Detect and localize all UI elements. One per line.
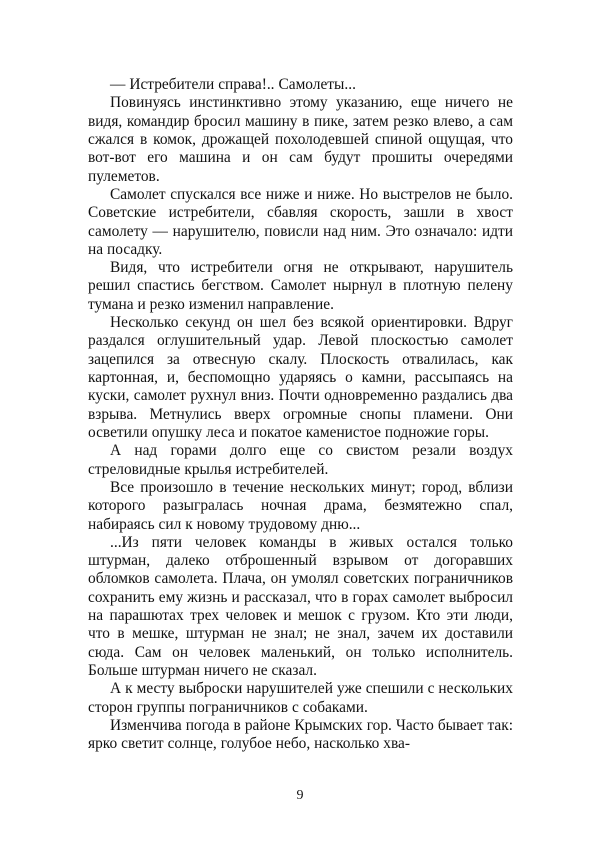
- paragraph: Повинуясь инстинктивно этому указанию, еще ничего не видя, командир бросил машину в пике, затем резко влево, а сам сжался в комок, дрожащей похолодевшей спиной ощущая, что вот-вот его машина и он сам будут прошиты очередями пулеметов.: [88, 94, 513, 185]
- paragraph: ...Из пяти человек команды в живых остался только штурман, далеко отброшенный взрывом от догоравших обломков самолета. Плача, он умолял советских пограничников сохранить ему жизнь и рассказал, что в горах самолет выбросил на парашютах трех человек и мешок с грузом. Кто эти люди, что в мешке, штурман не знал; не знал, зачем их доставили сюда. Сам он человек маленький, он только исполнитель. Больше штурман ничего не сказал.: [88, 533, 513, 679]
- paragraph: А к месту выброски нарушителей уже спешили с нескольких сторон группы пограничников с собаками.: [88, 680, 513, 716]
- paragraph: А над горами долго еще со свистом резали воздух стреловидные крылья истребителей.: [88, 442, 513, 478]
- paragraph: Самолет спускался все ниже и ниже. Но выстрелов не было. Советские истребители, сбавляя скорость, зашли в хвост самолету — нарушителю, повисли над ним. Это означало: идти на посадку.: [88, 185, 513, 258]
- paragraph: Все произошло в течение нескольких минут; город, вблизи которого разыгралась ночная драма, безмятежно спал, набираясь сил к новому трудовому дню...: [88, 478, 513, 533]
- paragraph: Изменчива погода в районе Крымских гор. Часто бывает так: ярко светит солнце, голубое небо, насколько хва-: [88, 716, 513, 753]
- paragraph: Несколько секунд он шел без всякой ориентировки. Вдруг раздался оглушительный удар. Левой плоскостью самолет зацепился за отвесную скалу. Плоскость отвалилась, как картонная, и, беспомощно ударяясь о камни, рассыпаясь на куски, самолет рухнул вниз. Почти одновременно раздались два взрыва. Метнулись вверх огромные снопы пламени. Они осветили опушку леса и покатое каменистое подножие горы.: [88, 314, 513, 441]
- paragraph: Видя, что истребители огня не открывают, нарушитель решил спастись бегством. Самолет нырнул в плотную пелену тумана и резко изменил направление.: [88, 259, 513, 313]
- page-number: 9: [296, 788, 304, 803]
- page-text-body: [88, 76, 513, 754]
- paragraph: — Истребители справа!.. Самолеты...: [110, 76, 356, 93]
